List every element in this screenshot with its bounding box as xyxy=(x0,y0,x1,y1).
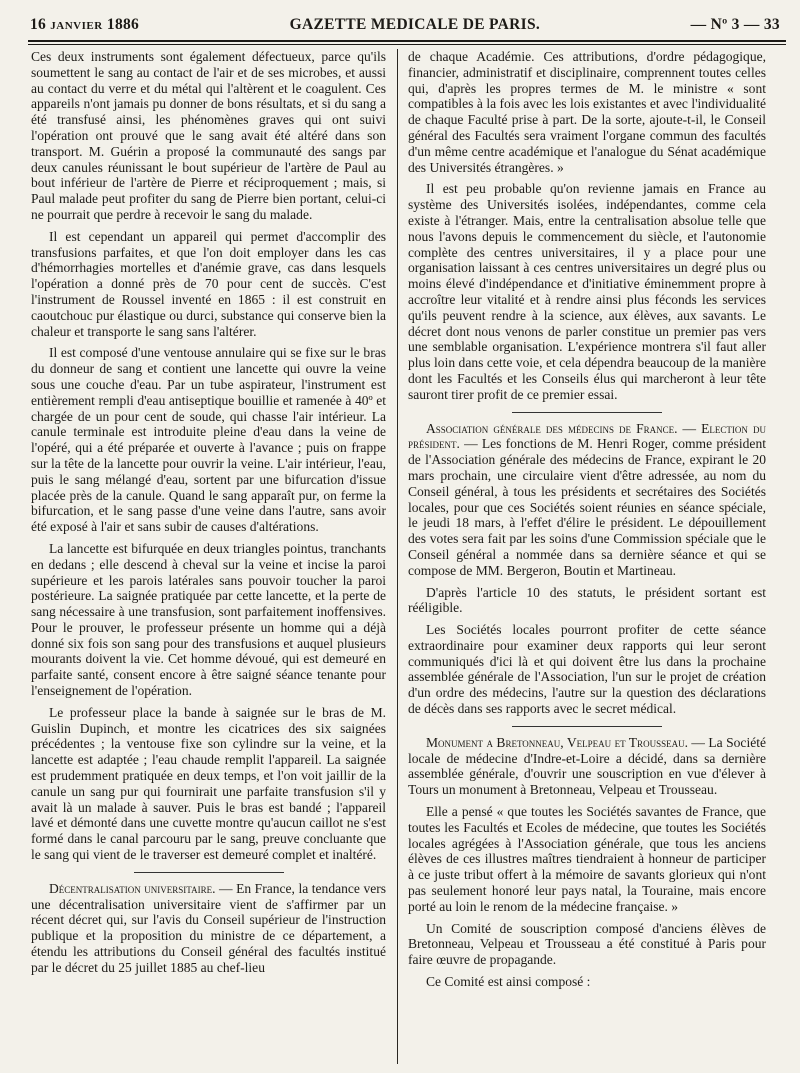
section-separator xyxy=(512,726,662,727)
paragraph: La lancette est bifurquée en deux triangles pointus, tranchants en dedans ; elle descend à cheval sur la veine et incise la paroi supérieure et les parois latérales sans pouvoir toucher la paroi postérieure. La saignée pratiquée par cette lancette, et la perte de sang nécessaire à une transfusion, sont parfaitement inoffensives. Pour le prouver, le professeur présente un homme qui a déjà donné six fois son sang pour des transfusions et auquel plusieurs mourants doivent la vie. Cet homme dévoué, qui est demeuré en parfaite santé, consent encore à être saigné séance tenante pour l'enseignement de l'opération. xyxy=(31,540,386,699)
section-text: — La Société locale de médecine d'Indre-et-Loire a décidé, dans sa dernière assemblée générale, d'ouvrir une souscription en vue d'élever à Tours un monument à Bretonneau, Velpeau et Trousseau. xyxy=(408,734,766,798)
section-paragraph xyxy=(408,735,766,798)
paragraph: Elle a pensé « que toutes les Sociétés savantes de France, que toutes les Facultés et Ecoles de médecine, que toutes les Sociétés locales agrégées à l'Association générale, que tous les anciens élèves de ces illustres maîtres tiendraient à honneur de participer à ce juste tribut offert à la mémoire de savants glorieux qui n'ont pas seulement honoré leur pays natal, la Touraine, mais encore porté au loin le renom de la médecine française. » xyxy=(408,804,766,914)
journal-title: GAZETTE MEDICALE DE PARIS. xyxy=(289,16,541,33)
paragraph: Il est cependant un appareil qui permet d'accomplir des transfusions parfaites, et que l'on doit employer dans les cas d'hémorrhagies mortelles et d'anémie grave, cas dans lesquels l'opération a donné près de 70 pour cent de succès. C'est l'instrument de Roussel inventé en 1865 : il est construit en caoutchouc pur élastique ou durci, substance qui conserve bien la chaleur et transporte le sang sans l'altérer. xyxy=(31,228,386,339)
left-column xyxy=(31,49,386,1069)
paragraph: de chaque Académie. Ces attributions, d'ordre pédagogique, financier, administratif et disciplinaire, comprennent toutes celles qui, d'après les propres termes de M. le ministre « sont compatibles à la fois avec les lois existantes et avec l'individualité de chaque Faculté prise à part. De la sorte, ajoute-t-il, le Conseil général des Facultés sera vraiment l'organe commun des facultés d'un même centre académique et l'analogue du Sénat académique des Universités étrangères. » xyxy=(408,49,766,175)
paragraph: Ce Comité est ainsi composé : xyxy=(426,974,591,990)
section-heading: Association générale des médecins de France. — Election du président. xyxy=(408,420,766,452)
paragraph: Il est peu probable qu'on revienne jamais en France au système des Universités isolées, indépendantes, comme cela existe à l'étranger. Mais, entre la centralisation absolue telle que nous l'avons depuis le commencement du siècle, et l'autonomie complète des centres universitaires, il y a place pour une organisation laissant à ces centres universitaires un degré plus ou moins élevé d'indépendance et d'initiative éminemment propre à accroître leur vitalité et à rendre ainsi plus féconds les services qu'ils peuvent rendre à la science, aux élèves, aux savants. Le décret dont nous venons de parler constitue un premier pas vers une semblable organisation. L'expérience montrera s'il faut aller plus loin dans cette voie, et cela dépendra beaucoup de la manière dont les Facultés et les Conseils élus qui marcheront à leur tête sauront tirer profit de ce premier essai. xyxy=(408,181,766,402)
section-text: — En France, la tendance vers une décentralisation universitaire vient de s'affirmer par un récent décret qui, sur l'avis du Conseil supérieur de l'instruction publique et la proposition du ministre de ce département, a étendu les attributions du Conseil général des facultés institué par le décret du 25 juillet 1885 au chef-lieu xyxy=(31,880,386,975)
paragraph: Ces deux instruments sont également défectueux, parce qu'ils soumettent le sang au contact de l'air et de ses microbes, et aussi au contact du verre et du métal qui l'altèrent et le coagulent. Ces appareils n'ont jamais pu donner de bons résultats, et si du sang a été transfusé ainsi, les phénomènes graves qui ont suivi l'opération ont prouvé que le sang avait été altéré dans son transport. M. Guérin a proposé la communauté des sangs par deux canules réunissant le bout supérieur de l'artère de Paul au bout inférieur de l'artère de Pierre et réciproquement ; mais, si Paul malade peut profiter du sang de Pierre bien portant, celui-ci ne pourrait que perdre à recevoir le sang du malade. xyxy=(31,49,386,222)
column-divider xyxy=(397,49,398,1064)
section-paragraph xyxy=(408,421,766,579)
header-rule-thick xyxy=(28,40,786,42)
date-year: 1886 xyxy=(106,16,140,33)
paragraph: D'après l'article 10 des statuts, le président sortant est rééligible. xyxy=(408,584,766,616)
date-day: 16 xyxy=(30,16,47,33)
section-heading: Monument a Bretonneau, Velpeau et Trousseau. xyxy=(426,734,688,750)
header-rule-thin xyxy=(28,44,786,45)
page-header xyxy=(30,16,780,38)
section-separator xyxy=(134,872,284,873)
section-paragraph xyxy=(31,881,386,976)
paragraph: Il est composé d'une ventouse annulaire qui se fixe sur le bras du donneur de sang et contient une lancette qui ouvre la veine sous une couche d'eau. Par un tube aspirateur, l'instrument est entièrement rempli d'eau antiseptique bouillie et ramenée à 40º et chargée de un pour cent de soude, qui chasse l'air intérieur. La canule terminale est introduite pleine d'eau dans la veine de l'opéré, qui a été préparée et ouverte à l'avance ; puis on frappe sur la tête de la lancette pour ouvrir la veine. L'air intérieur, l'eau, puis le sang mélangé d'eau, sortent par une bifurcation d'issue placée près de la canule. Quand le sang apparaît pur, on ferme la bifurcation, et le sang passe d'une veine dans l'autre, sans avoir été exposé à l'air et sans subir de causes d'altérations. xyxy=(31,345,386,535)
date-month: JANVIER xyxy=(50,20,103,32)
section-heading: Décentralisation universitaire. xyxy=(49,880,216,896)
issue-number: — Nº 3 — 33 xyxy=(690,16,780,33)
section-text: — Les fonctions de M. Henri Roger, comme président de l'Association générale des médecins de France, expirant le 20 mars prochain, une circulaire vient d'être adressée, au nom du Conseil général, à tous les présidents et secrétaires des Sociétés locales, pour que ces Sociétés soient réunies en séance spéciale, le jeudi 18 mars, à l'effet d'élire le président. Le dépouillement des votes sera fait par les soins d'une Commission spéciale que le Conseil général a nommée dans sa dernière séance et qui se compose de MM. Bergeron, Boutin et Martineau. xyxy=(408,436,766,578)
right-column xyxy=(408,49,766,1069)
paragraph: Les Sociétés locales pourront profiter de cette séance extraordinaire pour examiner deux rapports qui leur seront communiqués d'ici là et qui doivent être lus dans la prochaine assemblée générale de l'Association, l'un sur le projet de création d'un ordre des médecins, l'autre sur la question des déclarations de décès dans ses rapports avec le secret médical. xyxy=(408,622,766,717)
paragraph: Un Comité de souscription composé d'anciens élèves de Bretonneau, Velpeau et Trousseau a été constitué à Paris pour faire œuvre de propagande. xyxy=(408,920,766,968)
paragraph: Le professeur place la bande à saignée sur le bras de M. Guislin Dupinch, et montre les cicatrices des six saignées précédentes ; la ventouse fixe son cylindre sur la veine, et la lancette est adaptée ; l'eau chaude remplit l'appareil. La saignée est prudemment pratiquée en deux temps, et l'on voit jaillir de la canule un sang pur qui fournirait une parfaite transfusion s'il y avait là un malade à sauver. Puis le bras est bandé ; l'appareil lavé et démonté dans une cuvette montre qu'aucun caillot ne s'est formé dans le canal parcouru par le sang, preuve concluante que le sang qui vient de le traverser est demeuré complet et inaltéré. xyxy=(31,704,386,863)
issue-date xyxy=(30,16,139,34)
section-separator xyxy=(512,412,662,413)
